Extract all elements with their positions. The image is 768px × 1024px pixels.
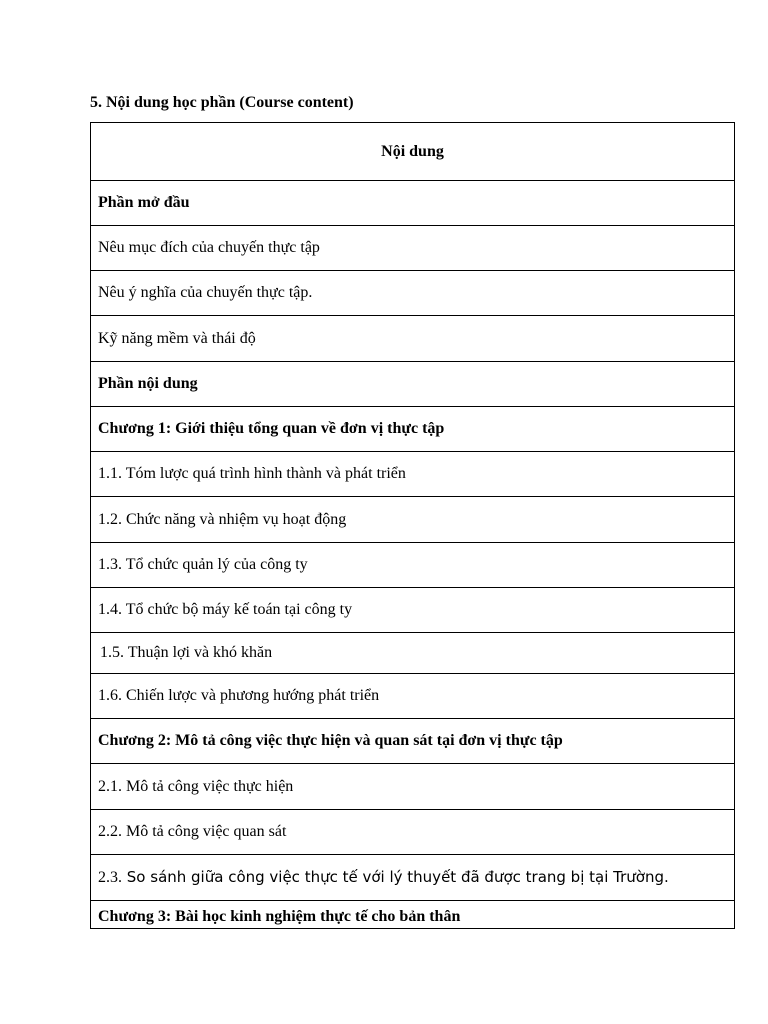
table-cell: Nêu ý nghĩa của chuyến thực tập. — [91, 271, 735, 316]
table-cell — [91, 855, 735, 901]
table-row-section-intro — [91, 181, 735, 226]
section-title: Phần mở đầu — [91, 181, 735, 226]
table-row — [91, 633, 735, 674]
table-row-chapter-3 — [91, 901, 735, 929]
table-row-chapter-2 — [91, 719, 735, 764]
table-row-section-content — [91, 362, 735, 407]
table-cell: Kỹ năng mềm và thái độ — [91, 316, 735, 362]
table-cell: 1.5. Thuận lợi và khó khăn — [91, 633, 735, 674]
table-cell: 1.6. Chiến lược và phương hướng phát triển — [91, 674, 735, 719]
item-number: 2.3. — [98, 869, 122, 886]
table-row — [91, 497, 735, 543]
table-cell: 1.4. Tổ chức bộ máy kế toán tại công ty — [91, 588, 735, 633]
table-header-cell: Nội dung — [91, 123, 735, 181]
table-cell: 2.2. Mô tả công việc quan sát — [91, 810, 735, 855]
table-row — [91, 810, 735, 855]
item-text: So sánh giữa công việc thực tế với lý thuyết đã được trang bị tại Trường. — [126, 868, 669, 886]
course-content-table — [90, 122, 735, 929]
chapter-title: Chương 2: Mô tả công việc thực hiện và quan sát tại đơn vị thực tập — [91, 719, 735, 764]
section-title: Phần nội dung — [91, 362, 735, 407]
table-row — [91, 588, 735, 633]
table-cell: Nêu mục đích của chuyến thực tập — [91, 226, 735, 271]
table-cell: 2.1. Mô tả công việc thực hiện — [91, 764, 735, 810]
table-header-row — [91, 123, 735, 181]
table-cell: 1.2. Chức năng và nhiệm vụ hoạt động — [91, 497, 735, 543]
chapter-title: Chương 1: Giới thiệu tổng quan về đơn vị thực tập — [91, 407, 735, 452]
chapter-title: Chương 3: Bài học kinh nghiệm thực tế cho bản thân — [91, 901, 735, 929]
table-row — [91, 452, 735, 497]
section-heading: 5. Nội dung học phần (Course content) — [90, 94, 354, 111]
table-row — [91, 226, 735, 271]
table-row — [91, 316, 735, 362]
table-cell: 1.1. Tóm lược quá trình hình thành và phát triển — [91, 452, 735, 497]
table-row — [91, 271, 735, 316]
table-row — [91, 674, 735, 719]
table-row — [91, 764, 735, 810]
table-row-chapter-1 — [91, 407, 735, 452]
table-cell: 1.3. Tổ chức quản lý của công ty — [91, 543, 735, 588]
table-row — [91, 543, 735, 588]
table-row — [91, 855, 735, 901]
